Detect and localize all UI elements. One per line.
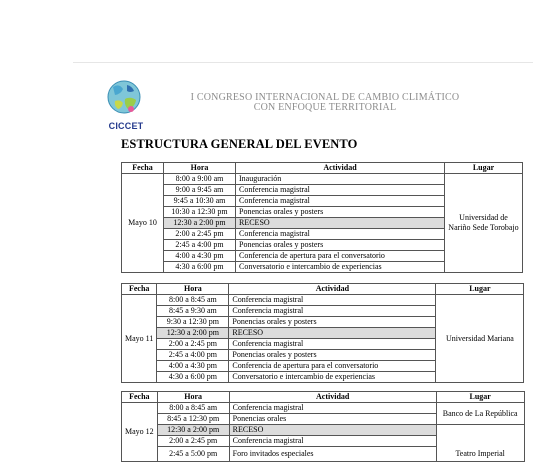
hora-cell: 4:30 a 6:00 pm (157, 372, 229, 383)
congress-title-line2: CON ENFOQUE TERRITORIAL (253, 102, 397, 113)
table-header-row (122, 284, 524, 295)
lugar-cell-banco: Banco de La República (436, 403, 524, 425)
table-row-receso (122, 425, 525, 436)
hora-cell: 8:00 a 8:45 am (157, 403, 229, 414)
actividad-cell: Conferencia magistral (229, 339, 436, 350)
hora-cell: 8:45 a 12:30 pm (157, 414, 229, 425)
actividad-cell: Conferencia magistral (229, 295, 436, 306)
actividad-cell: Conversatorio e intercambio de experiencias (236, 262, 445, 273)
table-row (122, 174, 523, 185)
hora-cell: 12:30 a 2:00 pm (157, 328, 229, 339)
actividad-cell: Conferencia magistral (236, 229, 445, 240)
header-lugar: Lugar (445, 163, 523, 174)
table-header-row (122, 392, 525, 403)
hora-cell: 10:30 a 12:30 pm (164, 207, 236, 218)
lugar-cell-teatro: Teatro Imperial (436, 425, 524, 462)
lugar-cell: Universidad Mariana (436, 295, 524, 383)
actividad-cell: Conferencia magistral (229, 403, 436, 414)
hora-cell: 2:45 a 4:00 pm (164, 240, 236, 251)
header-hora: Hora (157, 392, 229, 403)
actividad-cell: RECESO (229, 425, 436, 436)
actividad-cell: Ponencias orales y posters (229, 350, 436, 361)
actividad-cell: Ponencias orales y posters (236, 240, 445, 251)
header-lugar: Lugar (436, 284, 524, 295)
actividad-cell: Foro invitados especiales (229, 447, 436, 462)
header-actividad: Actividad (229, 392, 436, 403)
hora-cell: 9:45 a 10:30 am (164, 196, 236, 207)
fecha-cell: Mayo 11 (122, 295, 157, 383)
globe-puzzle-icon (101, 77, 149, 121)
actividad-cell: RECESO (229, 328, 436, 339)
actividad-cell: Conferencia magistral (236, 185, 445, 196)
hora-cell: 9:00 a 9:45 am (164, 185, 236, 196)
actividad-cell: Conferencia de apertura para el conversatorio (229, 361, 436, 372)
congress-title-line1: I CONGRESO INTERNACIONAL DE CAMBIO CLIMÁTICO (190, 92, 460, 103)
header-lugar: Lugar (436, 392, 524, 403)
hora-cell: 2:00 a 2:45 pm (164, 229, 236, 240)
actividad-cell: Ponencias orales y posters (229, 317, 436, 328)
actividad-cell: Ponencias orales (229, 414, 436, 425)
logo-text: CICCET (108, 121, 144, 131)
actividad-cell: RECESO (236, 218, 445, 229)
header-fecha: Fecha (122, 163, 164, 174)
lugar-cell: Universidad de Nariño Sede Torobajo (445, 174, 523, 273)
schedule-table-day3 (121, 391, 525, 462)
actividad-cell: Conferencia de apertura para el conversatorio (236, 251, 445, 262)
congress-title (170, 93, 480, 113)
actividad-cell: Conferencia magistral (229, 436, 436, 447)
fecha-cell: Mayo 12 (122, 403, 158, 462)
schedule-table-day2 (121, 283, 524, 383)
table-header-row (122, 163, 523, 174)
fecha-cell: Mayo 10 (122, 174, 164, 273)
header-actividad: Actividad (236, 163, 445, 174)
hora-cell: 4:00 a 4:30 pm (164, 251, 236, 262)
hora-cell: 2:00 a 2:45 pm (157, 436, 229, 447)
header-fecha: Fecha (122, 392, 158, 403)
hora-cell: 4:00 a 4:30 pm (157, 361, 229, 372)
hora-cell: 12:30 a 2:00 pm (164, 218, 236, 229)
header-hora: Hora (157, 284, 229, 295)
table-row (122, 295, 524, 306)
header-actividad: Actividad (229, 284, 436, 295)
hora-cell: 2:45 a 5:00 pm (157, 447, 229, 462)
actividad-cell: Conversatorio e intercambio de experiencias (229, 372, 436, 383)
schedule-table-day1 (121, 162, 523, 273)
hora-cell: 4:30 a 6:00 pm (164, 262, 236, 273)
page-top-rule (73, 62, 533, 63)
actividad-cell: Inauguración (236, 174, 445, 185)
hora-cell: 2:00 a 2:45 pm (157, 339, 229, 350)
actividad-cell: Conferencia magistral (229, 306, 436, 317)
actividad-cell: Conferencia magistral (236, 196, 445, 207)
table-row (122, 403, 525, 414)
header-hora: Hora (164, 163, 236, 174)
hora-cell: 2:45 a 4:00 pm (157, 350, 229, 361)
header-fecha: Fecha (122, 284, 157, 295)
actividad-cell: Ponencias orales y posters (236, 207, 445, 218)
hora-cell: 12:30 a 2:00 pm (157, 425, 229, 436)
hora-cell: 8:45 a 9:30 am (157, 306, 229, 317)
section-heading: ESTRUCTURA GENERAL DEL EVENTO (121, 137, 358, 151)
hora-cell: 8:00 a 9:00 am (164, 174, 236, 185)
hora-cell: 9:30 a 12:30 pm (157, 317, 229, 328)
hora-cell: 8:00 a 8:45 am (157, 295, 229, 306)
